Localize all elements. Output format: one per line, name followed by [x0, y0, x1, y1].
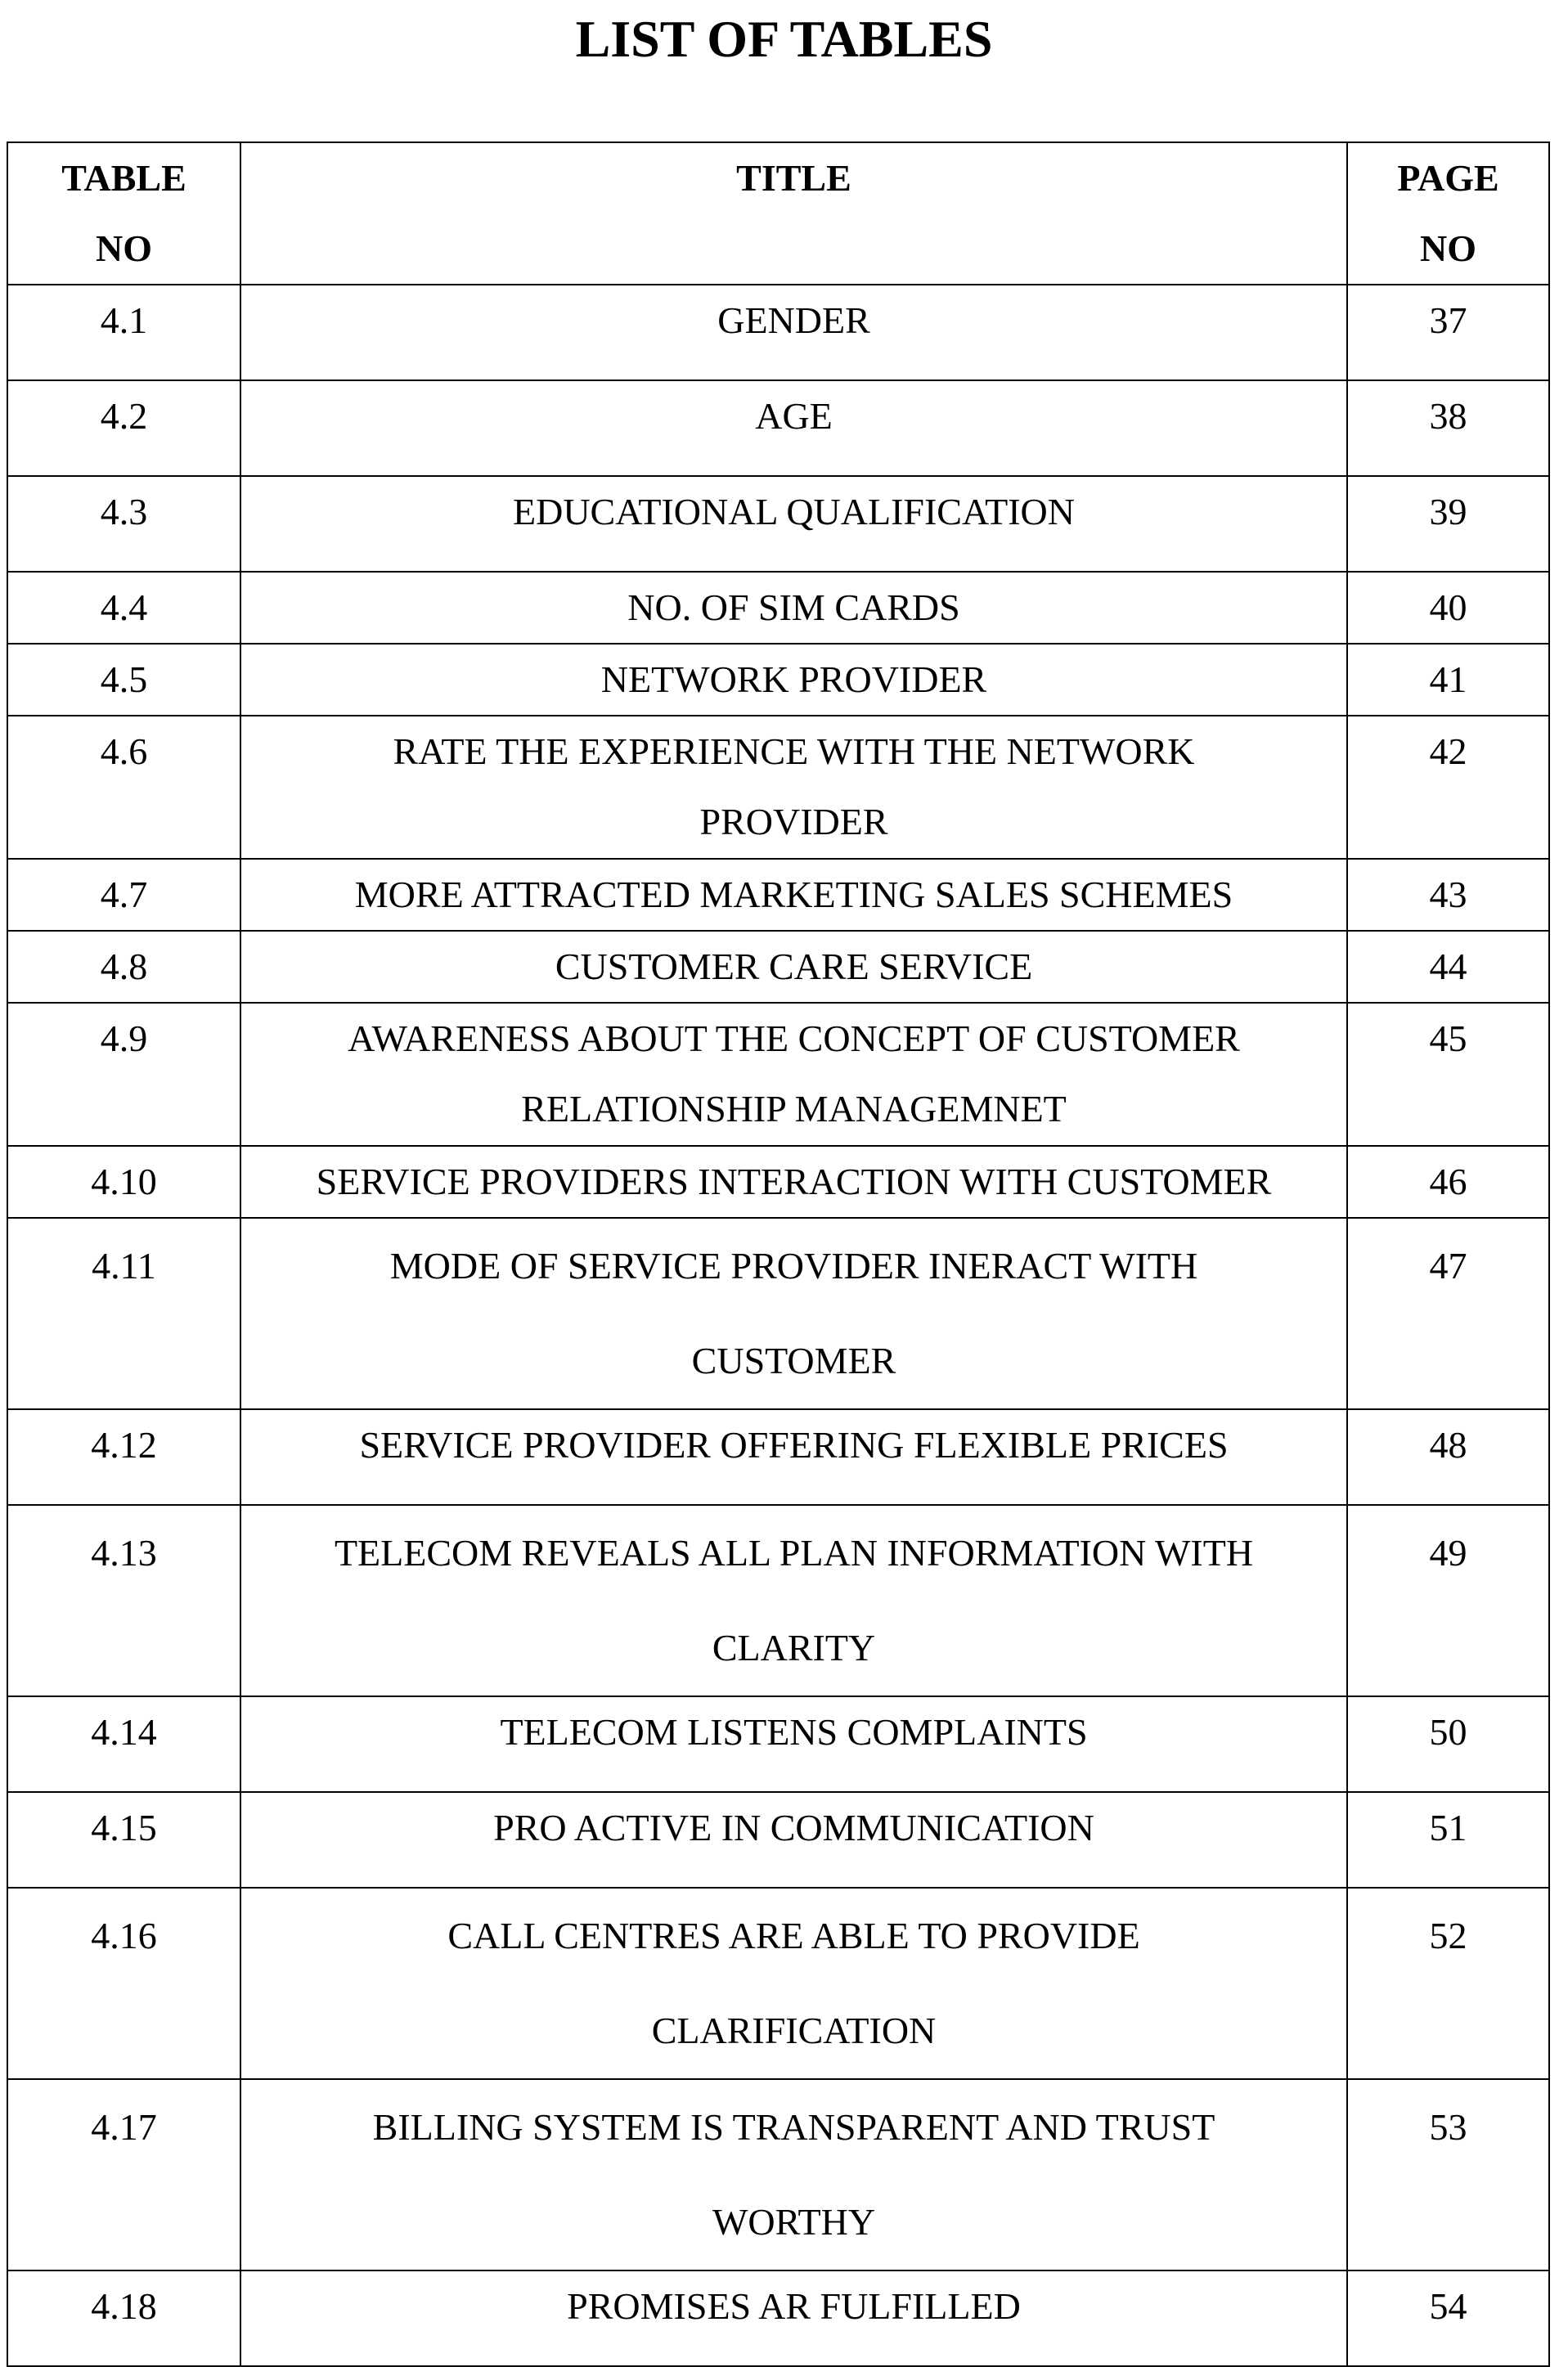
page-no-cell: 49	[1347, 1505, 1549, 1696]
table-row	[7, 644, 1549, 716]
table-no-cell: 4.2	[7, 380, 240, 476]
table-row	[7, 2079, 1549, 2270]
list-of-tables	[7, 141, 1550, 2367]
title-cell: EDUCATIONAL QUALIFICATION	[240, 476, 1347, 572]
table-no-cell: 4.1	[7, 285, 240, 380]
table-no-cell: 4.10	[7, 1146, 240, 1218]
page-no-cell: 47	[1347, 1218, 1549, 1409]
table-no-cell: 4.7	[7, 859, 240, 931]
table-no-cell: 4.12	[7, 1409, 240, 1505]
table-no-cell: 4.5	[7, 644, 240, 716]
table-row	[7, 1003, 1549, 1146]
page-no-cell: 40	[1347, 572, 1549, 644]
table-no-cell: 4.14	[7, 1696, 240, 1792]
table-no-cell: 4.15	[7, 1792, 240, 1888]
page-no-cell: 54	[1347, 2270, 1549, 2366]
table-row	[7, 380, 1549, 476]
page-no-cell: 42	[1347, 716, 1549, 859]
table-no-cell: 4.16	[7, 1888, 240, 2079]
page-title: LIST OF TABLES	[575, 10, 993, 68]
page-no-cell: 52	[1347, 1888, 1549, 2079]
page-no-cell: 44	[1347, 931, 1549, 1003]
title-cell: SERVICE PROVIDERS INTERACTION WITH CUSTOMER	[240, 1146, 1347, 1218]
table-row	[7, 1146, 1549, 1218]
table-row	[7, 1888, 1549, 2079]
table-no-cell: 4.8	[7, 931, 240, 1003]
page-no-cell: 38	[1347, 380, 1549, 476]
title-cell: CUSTOMER CARE SERVICE	[240, 931, 1347, 1003]
title-cell: CALL CENTRES ARE ABLE TO PROVIDE CLARIFICATION	[240, 1888, 1347, 2079]
table-no-cell: 4.6	[7, 716, 240, 859]
table-no-cell: 4.17	[7, 2079, 240, 2270]
page-no-cell: 39	[1347, 476, 1549, 572]
title-cell: BILLING SYSTEM IS TRANSPARENT AND TRUST WORTHY	[240, 2079, 1347, 2270]
title-cell: SERVICE PROVIDER OFFERING FLEXIBLE PRICES	[240, 1409, 1347, 1505]
table-row	[7, 476, 1549, 572]
table-row	[7, 716, 1549, 859]
title-cell: AWARENESS ABOUT THE CONCEPT OF CUSTOMER RELATIONSHIP MANAGEMNET	[240, 1003, 1347, 1146]
header-table-no: TABLE NO	[7, 142, 240, 285]
title-cell: RATE THE EXPERIENCE WITH THE NETWORK PROVIDER	[240, 716, 1347, 859]
table-no-cell: 4.4	[7, 572, 240, 644]
page-no-cell: 53	[1347, 2079, 1549, 2270]
table-no-cell: 4.3	[7, 476, 240, 572]
table-row	[7, 1409, 1549, 1505]
page-no-cell: 48	[1347, 1409, 1549, 1505]
table-row	[7, 1792, 1549, 1888]
page-no-cell: 51	[1347, 1792, 1549, 1888]
title-cell: AGE	[240, 380, 1347, 476]
title-cell: GENDER	[240, 285, 1347, 380]
page-no-cell: 45	[1347, 1003, 1549, 1146]
title-cell: PROMISES AR FULFILLED	[240, 2270, 1347, 2366]
title-cell: TELECOM REVEALS ALL PLAN INFORMATION WITH CLARITY	[240, 1505, 1347, 1696]
table-row	[7, 285, 1549, 380]
title-cell: MORE ATTRACTED MARKETING SALES SCHEMES	[240, 859, 1347, 931]
table-row	[7, 572, 1549, 644]
table-row	[7, 1696, 1549, 1792]
table-no-cell: 4.13	[7, 1505, 240, 1696]
title-cell: NETWORK PROVIDER	[240, 644, 1347, 716]
page-no-cell: 43	[1347, 859, 1549, 931]
header-page-no: PAGE NO	[1347, 142, 1549, 285]
header-title: TITLE	[240, 142, 1347, 285]
table-row	[7, 931, 1549, 1003]
table-row	[7, 1505, 1549, 1696]
table-row	[7, 2270, 1549, 2366]
table-no-cell: 4.11	[7, 1218, 240, 1409]
title-cell: MODE OF SERVICE PROVIDER INERACT WITH CUSTOMER	[240, 1218, 1347, 1409]
table-no-cell: 4.9	[7, 1003, 240, 1146]
table-row	[7, 859, 1549, 931]
page-no-cell: 37	[1347, 285, 1549, 380]
page-no-cell: 41	[1347, 644, 1549, 716]
table-header-row	[7, 142, 1549, 285]
title-cell: NO. OF SIM CARDS	[240, 572, 1347, 644]
page-no-cell: 50	[1347, 1696, 1549, 1792]
title-cell: TELECOM LISTENS COMPLAINTS	[240, 1696, 1347, 1792]
table-no-cell: 4.18	[7, 2270, 240, 2366]
title-cell: PRO ACTIVE IN COMMUNICATION	[240, 1792, 1347, 1888]
page-no-cell: 46	[1347, 1146, 1549, 1218]
table-row	[7, 1218, 1549, 1409]
